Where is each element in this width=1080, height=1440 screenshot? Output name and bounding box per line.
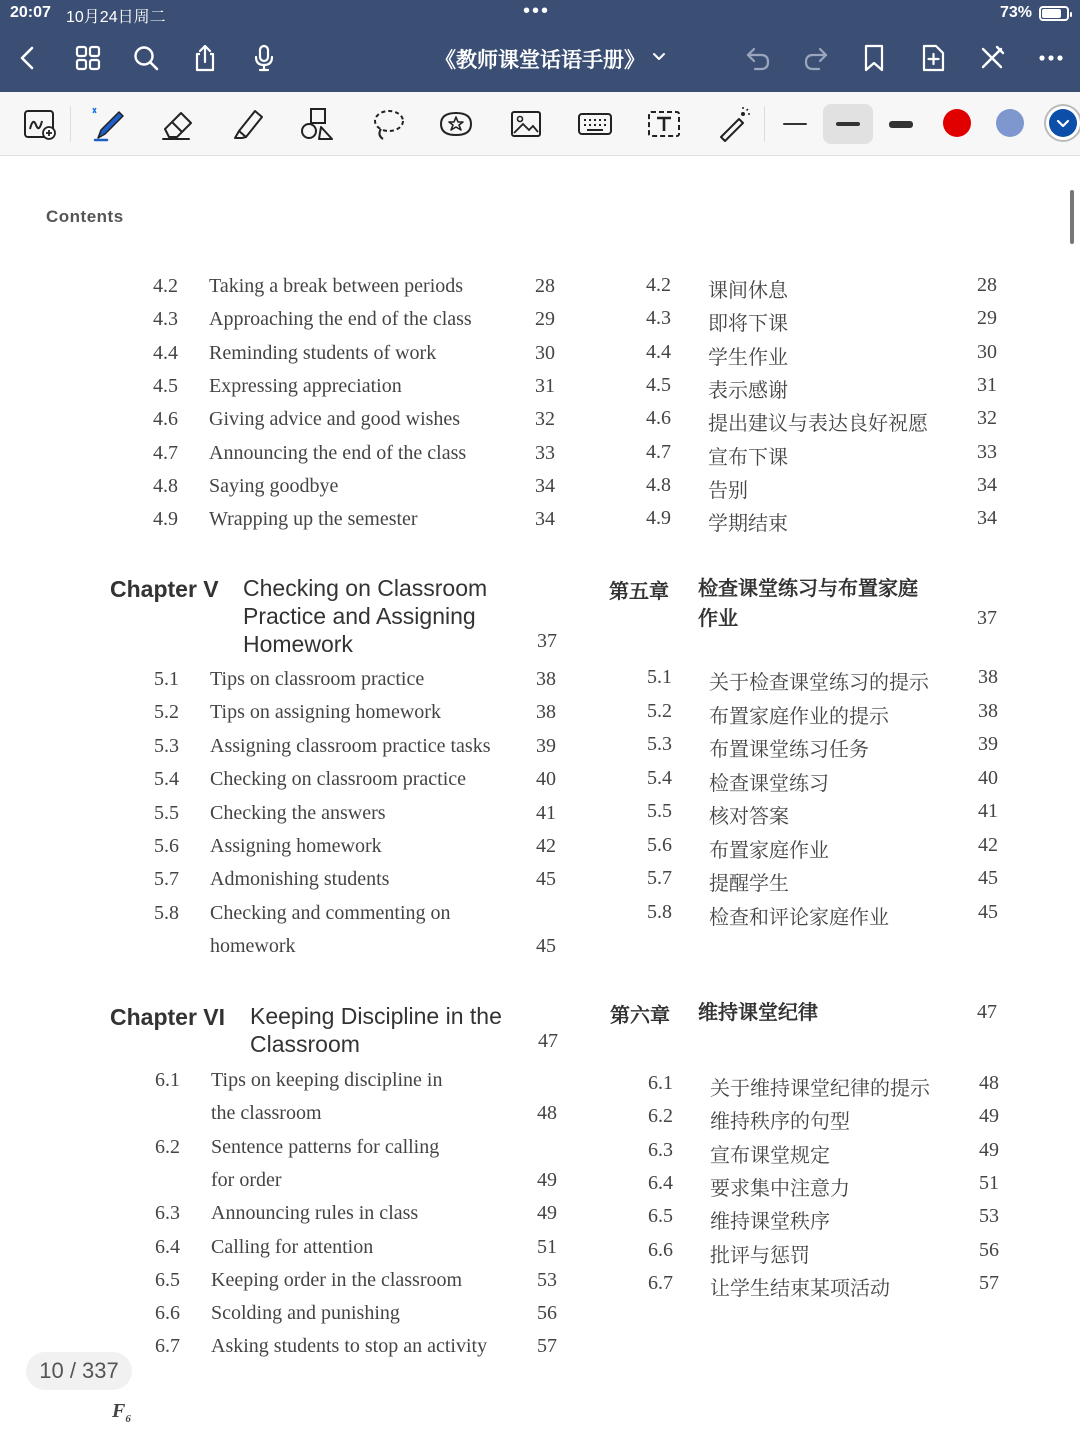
page-number: 40: [978, 766, 998, 789]
chapter-title-line: Practice and Assigning: [243, 603, 476, 629]
scrollbar[interactable]: [1070, 190, 1074, 244]
entry-title-continued: for order: [211, 1168, 282, 1191]
share-button[interactable]: [187, 40, 223, 76]
page-number: 53: [979, 1205, 999, 1228]
page-number: 40: [536, 768, 556, 791]
entry-title: 提醒学生: [709, 871, 789, 895]
page-number: 42: [978, 833, 998, 856]
entry-title: 检查和评论家庭作业: [709, 904, 889, 929]
annotation-toolbar: [0, 92, 1080, 156]
entry-number: 4.8: [153, 474, 178, 497]
page-number: 28: [977, 274, 997, 296]
entry-number: 5.5: [647, 800, 672, 822]
entry-number: 6.1: [648, 1072, 673, 1094]
lasso-icon: [369, 105, 407, 143]
status-date: 10月24日周二: [66, 9, 166, 26]
page-number: 49: [537, 1168, 557, 1191]
entry-title: Tips on assigning homework: [210, 701, 441, 724]
battery-percent: 73%: [1000, 4, 1033, 21]
page-number: 47: [538, 1030, 558, 1052]
entry-number: 4.4: [153, 341, 178, 364]
chapter-title-line: 维持课堂纪律: [698, 1000, 818, 1024]
pen-off-icon: [977, 43, 1007, 73]
add-page-icon: [918, 43, 948, 73]
redo-icon: [801, 43, 831, 73]
eraser-tool[interactable]: [156, 102, 200, 146]
entry-title: 宣布下课: [708, 444, 788, 469]
page-number: 45: [536, 868, 556, 891]
document-title[interactable]: 《教师课堂话语手册》: [435, 48, 645, 72]
entry-number: 6.2: [155, 1135, 180, 1158]
entry-number: 5.7: [154, 868, 179, 891]
page-number: 39: [536, 734, 556, 757]
pen-icon: [89, 105, 127, 143]
toolbar-divider: [70, 106, 71, 142]
entry-number: 4.7: [153, 441, 178, 464]
entry-number: 6.1: [155, 1069, 180, 1091]
entry-title: Announcing rules in class: [211, 1202, 419, 1225]
page-number: 34: [535, 508, 555, 531]
page-number: 31: [535, 374, 555, 397]
page-number: 51: [537, 1235, 557, 1258]
entry-title: 维持秩序的句型: [710, 1109, 850, 1134]
sticker-icon: [437, 105, 475, 143]
entry-number: 5.1: [154, 668, 179, 690]
color-blue-swatch[interactable]: [1049, 109, 1077, 137]
page-number: 48: [979, 1072, 999, 1094]
entry-number: 5.8: [647, 900, 672, 923]
handwriting-icon: [21, 105, 59, 143]
search-button[interactable]: [128, 40, 164, 76]
bookmark-button[interactable]: [856, 40, 892, 76]
entry-number: 4.5: [153, 374, 178, 397]
entry-number: 6.4: [648, 1171, 673, 1194]
entry-number: 6.2: [648, 1105, 673, 1128]
chapter-title-line: Keeping Discipline in the: [250, 1003, 502, 1029]
chapter-title-line: 检查课堂练习与布置家庭: [698, 576, 918, 600]
page-number: 56: [537, 1302, 557, 1325]
entry-number: 4.8: [646, 473, 671, 496]
entry-number: 6.6: [155, 1302, 180, 1325]
entry-number: 4.5: [646, 373, 671, 396]
entry-title: Wrapping up the semester: [209, 508, 418, 531]
highlighter-tool[interactable]: [226, 102, 270, 146]
page-number: 57: [537, 1335, 557, 1358]
lasso-tool[interactable]: [366, 102, 410, 146]
entry-title: 核对答案: [709, 804, 789, 828]
laser-pointer-tool[interactable]: [710, 102, 754, 146]
entry-number: 5.3: [647, 733, 672, 755]
more-icon: [1036, 43, 1066, 73]
battery-icon: [1039, 6, 1069, 21]
keyboard-tool[interactable]: [573, 102, 617, 146]
entry-number: 4.6: [646, 407, 671, 430]
page-number: 57: [979, 1271, 999, 1294]
page-number: 48: [537, 1102, 557, 1125]
entry-title: 维持课堂秩序: [710, 1209, 830, 1234]
close-annotation-button[interactable]: [974, 40, 1010, 76]
entry-title-continued: homework: [210, 935, 296, 958]
undo-icon: [743, 43, 773, 73]
undo-button[interactable]: [740, 40, 776, 76]
entry-title: Saying goodbye: [209, 474, 339, 497]
page-number: 34: [977, 473, 997, 496]
entry-title: 学期结束: [708, 511, 788, 536]
page-number: 37: [537, 630, 557, 652]
entry-number: 6.4: [155, 1235, 180, 1258]
entry-number: 6.6: [648, 1238, 673, 1261]
page-number: 34: [977, 507, 997, 530]
text-box-tool[interactable]: [642, 102, 686, 146]
entry-title: 批评与惩罚: [710, 1242, 810, 1267]
chapter-title-line: Classroom: [250, 1031, 360, 1057]
page-number: 30: [535, 341, 555, 364]
top-bar: [0, 0, 1080, 92]
text-box-icon: [645, 105, 683, 143]
status-bar: [0, 0, 1080, 28]
entry-title: Asking students to stop an activity: [211, 1335, 488, 1358]
page-number: 53: [537, 1268, 557, 1291]
more-button[interactable]: [1033, 40, 1069, 76]
chevron-down-icon: [1049, 109, 1077, 137]
entry-title-continued: the classroom: [211, 1102, 322, 1125]
entry-number: 5.4: [647, 766, 672, 789]
entry-title: 要求集中注意力: [710, 1175, 850, 1200]
page-number: 38: [978, 666, 998, 688]
page-number: 37: [977, 607, 997, 629]
entry-title: Sentence patterns for calling: [211, 1135, 440, 1158]
entry-title: Reminding students of work: [209, 341, 437, 364]
share-icon: [190, 43, 220, 73]
color-red-swatch[interactable]: [943, 109, 971, 137]
entry-number: 6.7: [155, 1335, 180, 1358]
entry-number: 5.6: [154, 835, 179, 857]
entry-number: 5.4: [154, 768, 179, 791]
entry-number: 4.3: [646, 307, 671, 330]
add-page-button[interactable]: [915, 40, 951, 76]
redo-button[interactable]: [798, 40, 834, 76]
entry-title: Checking and commenting on: [210, 901, 451, 924]
page-footer-mark: $F_6$: [112, 1400, 131, 1425]
entry-number: 5.6: [647, 833, 672, 856]
page-number: 29: [535, 308, 555, 331]
handwriting-tool[interactable]: [18, 102, 62, 146]
entry-number: 4.6: [153, 408, 178, 431]
sticker-tool[interactable]: [434, 102, 478, 146]
page-number: 38: [536, 668, 556, 690]
laser-pointer-icon: [713, 105, 751, 143]
microphone-button[interactable]: [246, 40, 282, 76]
page-number: 49: [979, 1138, 999, 1161]
chapter-label: 第五章: [609, 579, 669, 603]
entry-number: 4.3: [153, 308, 178, 331]
back-button[interactable]: [10, 40, 46, 76]
entry-number: 5.2: [154, 701, 179, 724]
entry-title: 布置家庭作业的提示: [709, 703, 889, 728]
entry-title: 表示感谢: [708, 377, 788, 402]
page-number: 45: [978, 900, 998, 923]
entry-title: Announcing the end of the class: [209, 441, 467, 464]
page-number: 47: [977, 1001, 997, 1023]
entry-title: Expressing appreciation: [209, 374, 402, 397]
page-number: 56: [979, 1238, 999, 1261]
entry-title: 学生作业: [708, 344, 788, 369]
entry-title: Assigning classroom practice tasks: [210, 734, 491, 757]
entry-title: Admonishing students: [210, 868, 390, 891]
status-time: 20:07: [10, 4, 51, 21]
image-tool[interactable]: [504, 102, 548, 146]
chapter-title-line: Homework: [243, 631, 353, 657]
entry-title: 让学生结束某项活动: [710, 1275, 890, 1300]
page-number: 33: [535, 441, 555, 464]
page-number: 33: [977, 440, 997, 463]
entry-number: 4.9: [153, 508, 178, 531]
entry-title: Calling for attention: [211, 1235, 374, 1258]
thumbnails-button[interactable]: [70, 40, 106, 76]
entry-number: 6.3: [648, 1138, 673, 1161]
entry-title: Scolding and punishing: [211, 1302, 400, 1325]
page-number: 39: [978, 733, 998, 755]
entry-title: Assigning homework: [210, 835, 382, 857]
entry-title: 检查课堂练习: [709, 770, 829, 795]
entry-title: 布置家庭作业: [709, 837, 829, 862]
page-number: 49: [537, 1202, 557, 1225]
entry-number: 4.2: [153, 275, 178, 297]
entry-title: 提出建议与表达良好祝愿: [708, 411, 928, 436]
entry-number: 6.3: [155, 1202, 180, 1225]
shapes-tool[interactable]: [296, 102, 340, 146]
eraser-icon: [159, 105, 197, 143]
page-number: 28: [535, 275, 555, 297]
entry-title: Taking a break between periods: [209, 275, 464, 297]
entry-title: Tips on classroom practice: [210, 668, 425, 690]
stroke-thin-button[interactable]: [770, 104, 820, 144]
page-number: 32: [535, 408, 555, 431]
entry-number: 5.7: [647, 867, 672, 889]
page-number: 34: [535, 474, 555, 497]
entry-title: 宣布课堂规定: [710, 1142, 830, 1167]
page-number: 42: [536, 835, 556, 857]
page-number: 38: [978, 699, 998, 722]
entry-number: 4.7: [646, 440, 671, 463]
chapter-label: Chapter V: [110, 576, 219, 602]
entry-title: Keeping order in the classroom: [211, 1268, 463, 1291]
entry-number: 5.3: [154, 734, 179, 757]
highlighter-icon: [229, 105, 267, 143]
keyboard-icon: [576, 105, 614, 143]
page-number: 41: [978, 800, 998, 822]
entry-number: 6.5: [155, 1268, 180, 1291]
entry-number: 6.5: [648, 1205, 673, 1228]
entry-number: 5.1: [647, 666, 672, 688]
search-icon: [131, 43, 161, 73]
multitask-dots[interactable]: •••: [523, 0, 551, 22]
entry-title: Tips on keeping discipline in: [211, 1069, 443, 1091]
entry-title: 关于检查课堂练习的提示: [709, 670, 929, 694]
entry-number: 4.9: [646, 507, 671, 530]
back-chevron-icon: [13, 43, 43, 73]
color-lavender-swatch[interactable]: [996, 109, 1024, 137]
entry-number: 5.8: [154, 901, 179, 924]
page-number: 32: [977, 407, 997, 430]
stroke-medium-button[interactable]: [823, 104, 873, 144]
page-number: 45: [978, 867, 998, 889]
chevron-down-icon[interactable]: [650, 48, 668, 66]
entry-title: 即将下课: [708, 311, 788, 336]
entry-number: 4.2: [646, 274, 671, 296]
microphone-icon: [249, 43, 279, 73]
page-number: 29: [977, 307, 997, 330]
page-number: 41: [536, 801, 556, 824]
image-icon: [507, 105, 545, 143]
page-counter[interactable]: 10 / 337: [26, 1352, 132, 1390]
chapter-label: Chapter VI: [110, 1004, 226, 1030]
chapter-label: 第六章: [610, 1003, 670, 1027]
shapes-icon: [299, 105, 337, 143]
entry-number: 4.4: [646, 340, 671, 363]
entry-number: 5.2: [647, 699, 672, 722]
contents-header: Contents: [46, 207, 124, 226]
entry-title: 布置课堂练习任务: [709, 737, 869, 761]
entry-title: 课间休息: [708, 278, 788, 302]
entry-title: Giving advice and good wishes: [209, 408, 461, 431]
entry-title: Checking on classroom practice: [210, 768, 467, 791]
page-number: 30: [977, 340, 997, 363]
chapter-title-line: Checking on Classroom: [243, 575, 488, 601]
page-number: 49: [979, 1105, 999, 1128]
pen-tool[interactable]: [86, 102, 130, 146]
toolbar-divider: [764, 106, 765, 142]
grid-icon: [73, 43, 103, 73]
page-number: 38: [536, 701, 556, 724]
page-number: 45: [536, 935, 556, 958]
entry-title: 告别: [708, 477, 748, 502]
chapter-title-line: 作业: [698, 606, 738, 630]
page-number: 51: [979, 1171, 999, 1194]
bookmark-icon: [859, 43, 889, 73]
page-number: 31: [977, 373, 997, 396]
entry-title: Checking the answers: [210, 801, 386, 824]
entry-number: 6.7: [648, 1271, 673, 1294]
entry-number: 5.5: [154, 801, 179, 824]
stroke-thick-button[interactable]: [876, 104, 926, 144]
entry-title: Approaching the end of the class: [209, 308, 472, 331]
entry-title: 关于维持课堂纪律的提示: [710, 1076, 930, 1100]
